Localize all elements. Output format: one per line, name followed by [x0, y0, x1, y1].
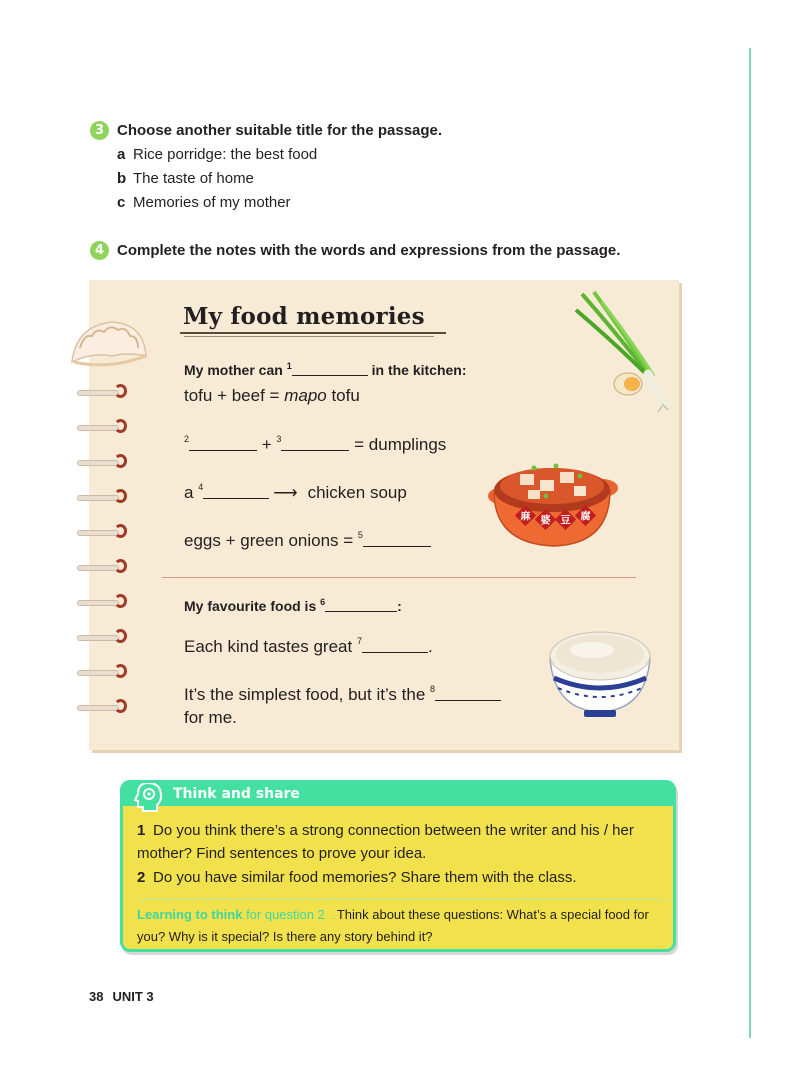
blank-5[interactable] [363, 532, 431, 547]
unit-label: UNIT 3 [112, 989, 154, 1004]
binder-ring [77, 698, 127, 716]
binder-ring [77, 523, 127, 541]
option-letter: b [117, 170, 127, 187]
blank-8[interactable] [435, 686, 501, 701]
binder-ring [77, 383, 127, 401]
bowl-char: 腐 [580, 511, 591, 523]
binder-ring [77, 488, 127, 506]
dumpling-illustration [68, 312, 150, 374]
think-divider [137, 899, 665, 900]
option-letter: c [117, 194, 126, 211]
binder-ring [77, 418, 127, 436]
porridge-bowl-illustration [544, 626, 656, 720]
mapo-tofu-pot-illustration [484, 450, 622, 552]
note-simplest-cont: for me. [184, 708, 237, 727]
note-eggs: eggs + green onions = $^5$ [184, 530, 431, 551]
binder-ring [77, 558, 127, 576]
mother-can-heading: My mother can $^1$ in the kitchen: [184, 361, 467, 378]
question-4-prompt: Complete the notes with the words and expressions from the passage. [117, 242, 621, 259]
note-tofu: tofu + beef = mapo tofu [184, 386, 360, 405]
blank-6[interactable] [325, 597, 397, 612]
bowl-char: 婆 [540, 515, 551, 527]
think-question-1: 1 Do you think there’s a strong connection between the writer and his / her mother? Find sentences to prove your idea. [137, 822, 634, 862]
question-3-prompt: Choose another suitable title for the passage. [117, 122, 443, 139]
notes-title: My food memories [183, 303, 425, 330]
think-question-2: 2 Do you have similar food memories? Share them with the class. [137, 869, 577, 886]
note-soup: a $^4$ ⟶ chicken soup [184, 482, 407, 502]
option-text: Rice porridge: the best food [133, 146, 318, 163]
bowl-char: 麻 [520, 511, 531, 523]
green-onion-illustration [572, 288, 672, 414]
note-simplest: It’s the simplest food, but it’s the $^8$ [184, 684, 501, 705]
binder-ring [77, 593, 127, 611]
learning-to-think: Learning to think for question 2 Think about these questions: What’s a special food for you? Why is it special? Is there any story behind it? [137, 907, 649, 944]
question-3-badge: 3 [90, 121, 109, 140]
note-dumplings: $^2$ + $^3$ = dumplings [184, 434, 447, 454]
note-taste: Each kind tastes great $^7$ . [184, 636, 433, 656]
page-edge-line [749, 48, 751, 1038]
option-text: Memories of my mother [133, 194, 291, 211]
bowl-char: 豆 [560, 515, 571, 527]
option-c [117, 194, 291, 211]
title-underline [180, 332, 446, 334]
option-letter: a [117, 146, 126, 163]
head-gear-icon [131, 780, 165, 814]
arrow-icon: ⟶ [273, 483, 298, 502]
blank-2[interactable] [189, 436, 257, 451]
blank-1[interactable] [292, 361, 368, 376]
notes-divider [162, 577, 636, 578]
page-footer [89, 989, 154, 1004]
think-and-share-box [120, 780, 676, 952]
option-a [117, 146, 317, 163]
favourite-food-heading: My favourite food is $^6$ : [184, 597, 402, 614]
binder-ring [77, 628, 127, 646]
blank-4[interactable] [203, 484, 269, 499]
page-number: 38 [89, 989, 104, 1004]
question-4-badge: 4 [90, 241, 109, 260]
title-underline-thin [184, 336, 434, 337]
binder-ring [77, 453, 127, 471]
binder-ring [77, 663, 127, 681]
option-b [117, 170, 254, 187]
blank-7[interactable] [362, 638, 428, 653]
think-title: Think and share [173, 786, 300, 802]
option-text: The taste of home [133, 170, 254, 187]
blank-3[interactable] [281, 436, 349, 451]
